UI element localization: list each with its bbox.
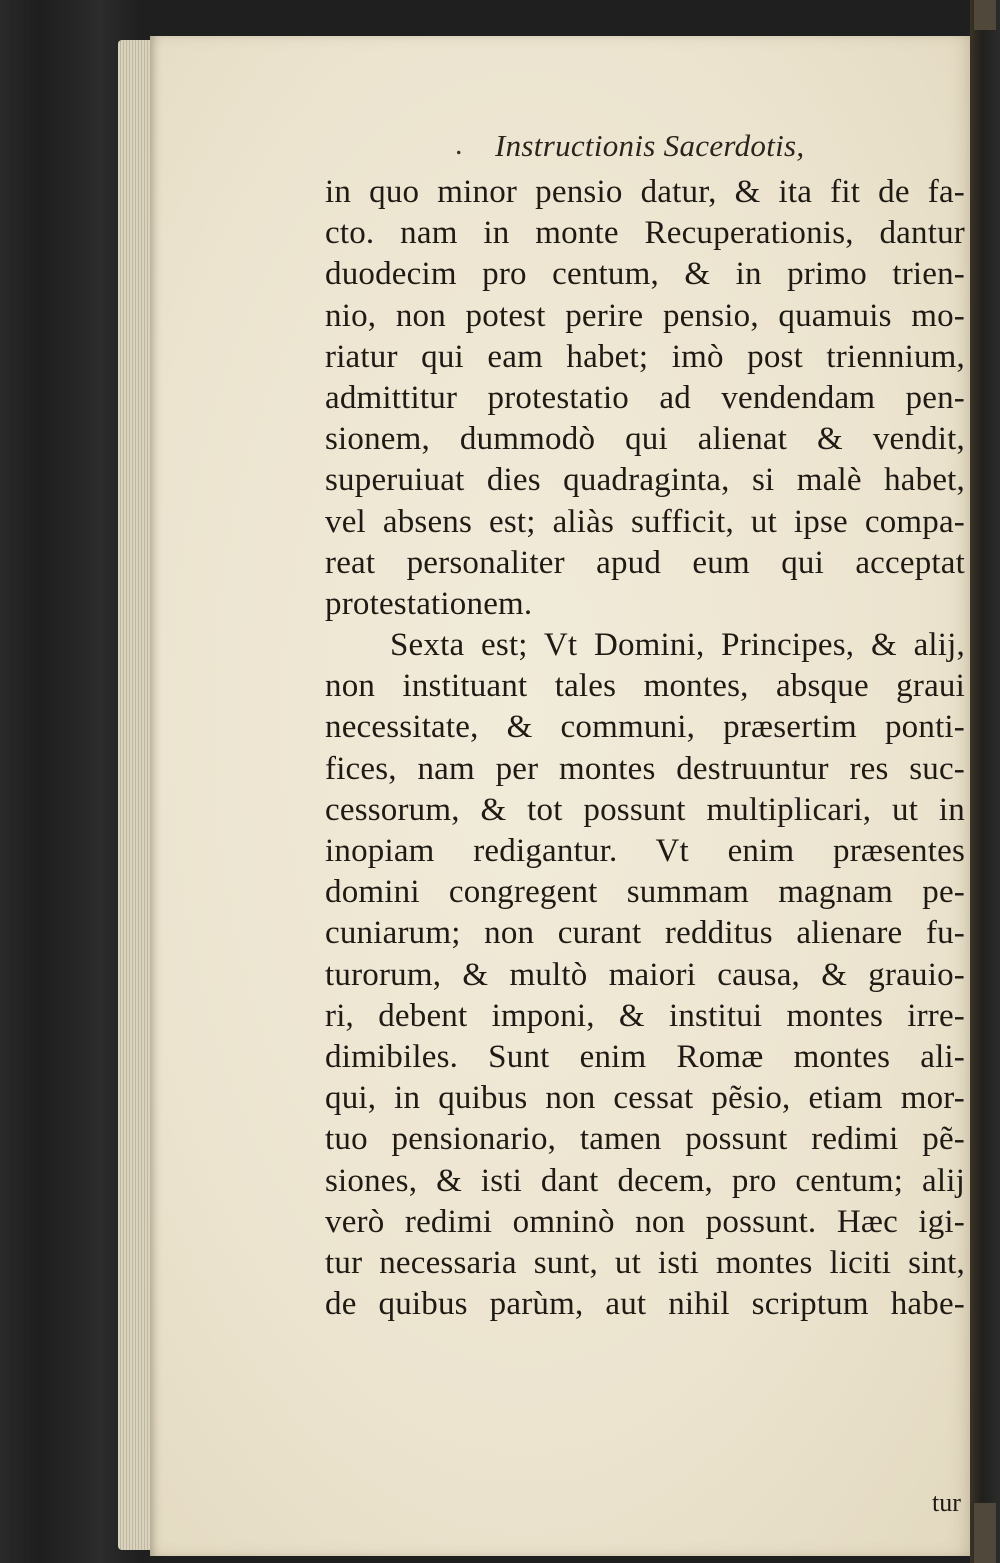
text-line: cessorum, & tot possunt multiplicari, ut in	[325, 791, 965, 828]
running-title: Instructionis Sacerdotis,	[495, 128, 805, 163]
text-line: tur necessaria sunt, ut isti montes liciti sint,	[325, 1244, 965, 1281]
text-line: superuiuat dies quadraginta, si malè habet,	[325, 462, 965, 499]
text-line: necessitate, & communi, præsertim ponti-	[325, 709, 965, 746]
text-line: reat personaliter apud eum qui acceptat	[325, 544, 965, 581]
text-line: domini congregent summam magnam pe-	[325, 874, 965, 911]
text-line: in quo minor pensio datur, & ita fit de fa-	[325, 174, 965, 210]
text-line: riatur qui eam habet; imò post triennium,	[325, 338, 965, 375]
text-line: non instituant tales montes, absque graui	[325, 668, 965, 705]
body-text	[325, 172, 965, 1325]
text-line: siones, & isti dant decem, pro centum; alij	[325, 1162, 965, 1199]
text-line: cto. nam in monte Recuperationis, dantur	[325, 215, 965, 252]
text-line: sionem, dummodò qui alienat & vendit,	[325, 421, 965, 458]
text-line: tuo pensionario, tamen possunt redimi pẽ-	[325, 1121, 965, 1158]
text-line: cuniarum; non curant redditus alienare fu-	[325, 915, 965, 952]
text-line: Sexta est; Vt Domini, Principes, & alij,	[390, 627, 965, 664]
text-line: verò redimi omninò non possunt. Hæc igi-	[325, 1203, 965, 1240]
text-line: protestationem.	[325, 585, 533, 622]
text-line: duodecim pro centum, & in primo trien-	[325, 256, 965, 293]
text-line: admittitur protestatio ad vendendam pen-	[325, 379, 965, 416]
text-line: vel absens est; aliàs sufficit, ut ipse compa-	[325, 503, 965, 540]
text-line: de quibus parùm, aut nihil scriptum habe-	[325, 1286, 965, 1323]
text-line: nio, non potest perire pensio, quamuis mo-	[325, 297, 965, 334]
text-line: qui, in quibus non cessat pẽsio, etiam mor-	[325, 1080, 965, 1117]
binding-clasp-top	[974, 0, 996, 30]
text-line: inopiam redigantur. Vt enim præsentes	[325, 833, 965, 869]
text-line: dimibiles. Sunt enim Romæ montes ali-	[325, 1038, 965, 1075]
text-line: ri, debent imponi, & institui montes irre-	[325, 997, 965, 1034]
catchword: tur	[932, 1488, 961, 1517]
binding-clasp-bottom	[974, 1503, 996, 1563]
text-line: fices, nam per montes destruuntur res suc-	[325, 750, 965, 787]
header-dot: .	[455, 128, 463, 161]
text-line: turorum, & multò maiori causa, & grauio-	[325, 956, 965, 993]
book-binding	[970, 0, 1000, 1563]
